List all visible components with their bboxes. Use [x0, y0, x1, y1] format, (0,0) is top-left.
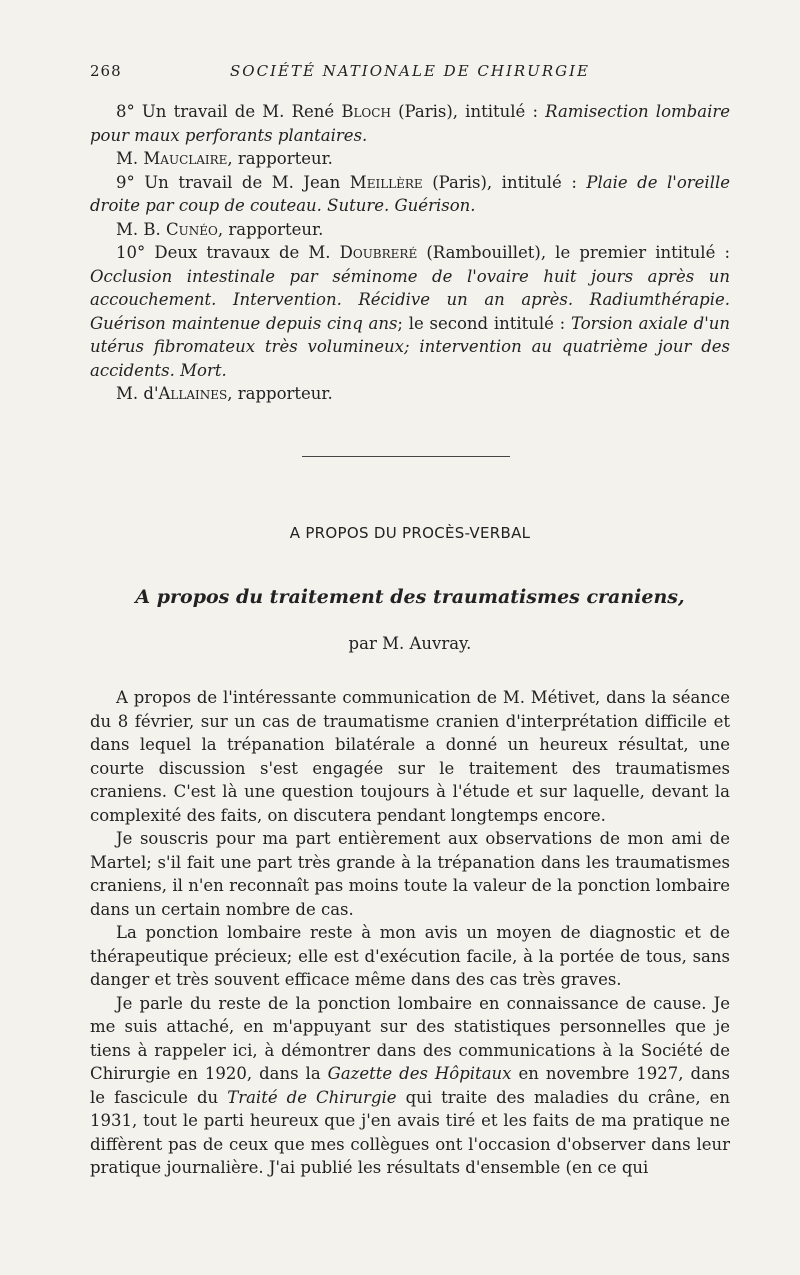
rapporteur-line: M. B. Cunéo, rapporteur. — [116, 219, 324, 239]
paragraph: Je souscris pour ma part entièrement aux observations de mon ami de Martel; s'il fait une part très grande à la trépanation dans les traumatismes craniens, il n'en reconnaît pas moins toute la valeur de la ponction lombaire dans un certain nombre de cas. — [90, 829, 730, 919]
journal-title: Gazette des Hôpitaux — [327, 1064, 512, 1083]
article-body — [90, 686, 730, 1180]
paragraph: La ponction lombaire reste à mon avis un moyen de diagnostic et de thérapeutique précieux; elle est d'exécution facile, à la portée de tous, sans danger et très souvent efficace même dans des cas très graves. — [90, 923, 730, 989]
section-divider — [302, 456, 510, 457]
communications-list — [90, 100, 730, 406]
rapporteur-line: M. d'Allaines, rapporteur. — [116, 384, 333, 403]
article-title: A propos du traitement des traumatismes craniens, — [135, 586, 685, 608]
section-title: A PROPOS DU PROCÈS-VERBAL — [289, 524, 531, 542]
rapporteur-line: M. Mauclaire, rapporteur. — [116, 149, 333, 168]
list-item: 9° Un travail de M. Jean Meillère (Paris), intitulé : Plaie de l'oreille droite par coup de couteau. Suture. Guérison. — [90, 172, 731, 215]
paragraph: Je parle du reste de la ponction lombaire en connaissance de cause. Je me suis attaché, en m'appuyant sur des statistiques personnelles que je tiens à rappeler ici, à démontrer dans des communications à la Société de Chirurgie en 1920, dans la Gazette des Hôpitaux en novembre 1927, dans le fascicule du Traité de Chirurgie qui traite des maladies du crâne, en 1931, tout le parti heureux que j'en avais tiré et les faits de ma pratique ne diffèrent pas de ceux que mes collègues ont l'occasion d'observer dans leur pratique journalière. J'ai publié les résultats d'ensemble (en ce qui — [90, 993, 731, 1177]
page-number: 268 — [90, 62, 122, 80]
list-item: 10° Deux travaux de M. Doubreré (Rambouillet), le premier intitulé : Occlusion intestinale par séminome de l'ovaire huit jours après un accouchement. Intervention. Récidive un an après. Radiumthérapie. Guérison maintenue depuis cinq ans; le second intitulé : Torsion axiale d'un utérus fibromateux très volumineux; intervention au quatrième jour des accidents. Mort. — [90, 243, 730, 380]
running-title: SOCIÉTÉ NATIONALE DE CHIRURGIE — [230, 62, 590, 80]
byline: par M. Auvray. — [348, 634, 472, 653]
paragraph: A propos de l'intéressante communication de M. Métivet, dans la séance du 8 février, sur un cas de traumatisme cranien d'interprétation difficile et dans lequel la trépanation bilatérale a donné un heureux résultat, une courte discussion s'est engagée sur le traitement des traumatismes craniens. C'est là une question toujours à l'étude et sur laquelle, devant la complexité des faits, on discutera pendant longtemps encore. — [90, 688, 730, 825]
book-title: Traité de Chirurgie — [227, 1087, 397, 1107]
list-item: 8° Un travail de M. René Bloch (Paris), intitulé : Ramisection lombaire pour maux perforants plantaires. — [90, 102, 730, 145]
